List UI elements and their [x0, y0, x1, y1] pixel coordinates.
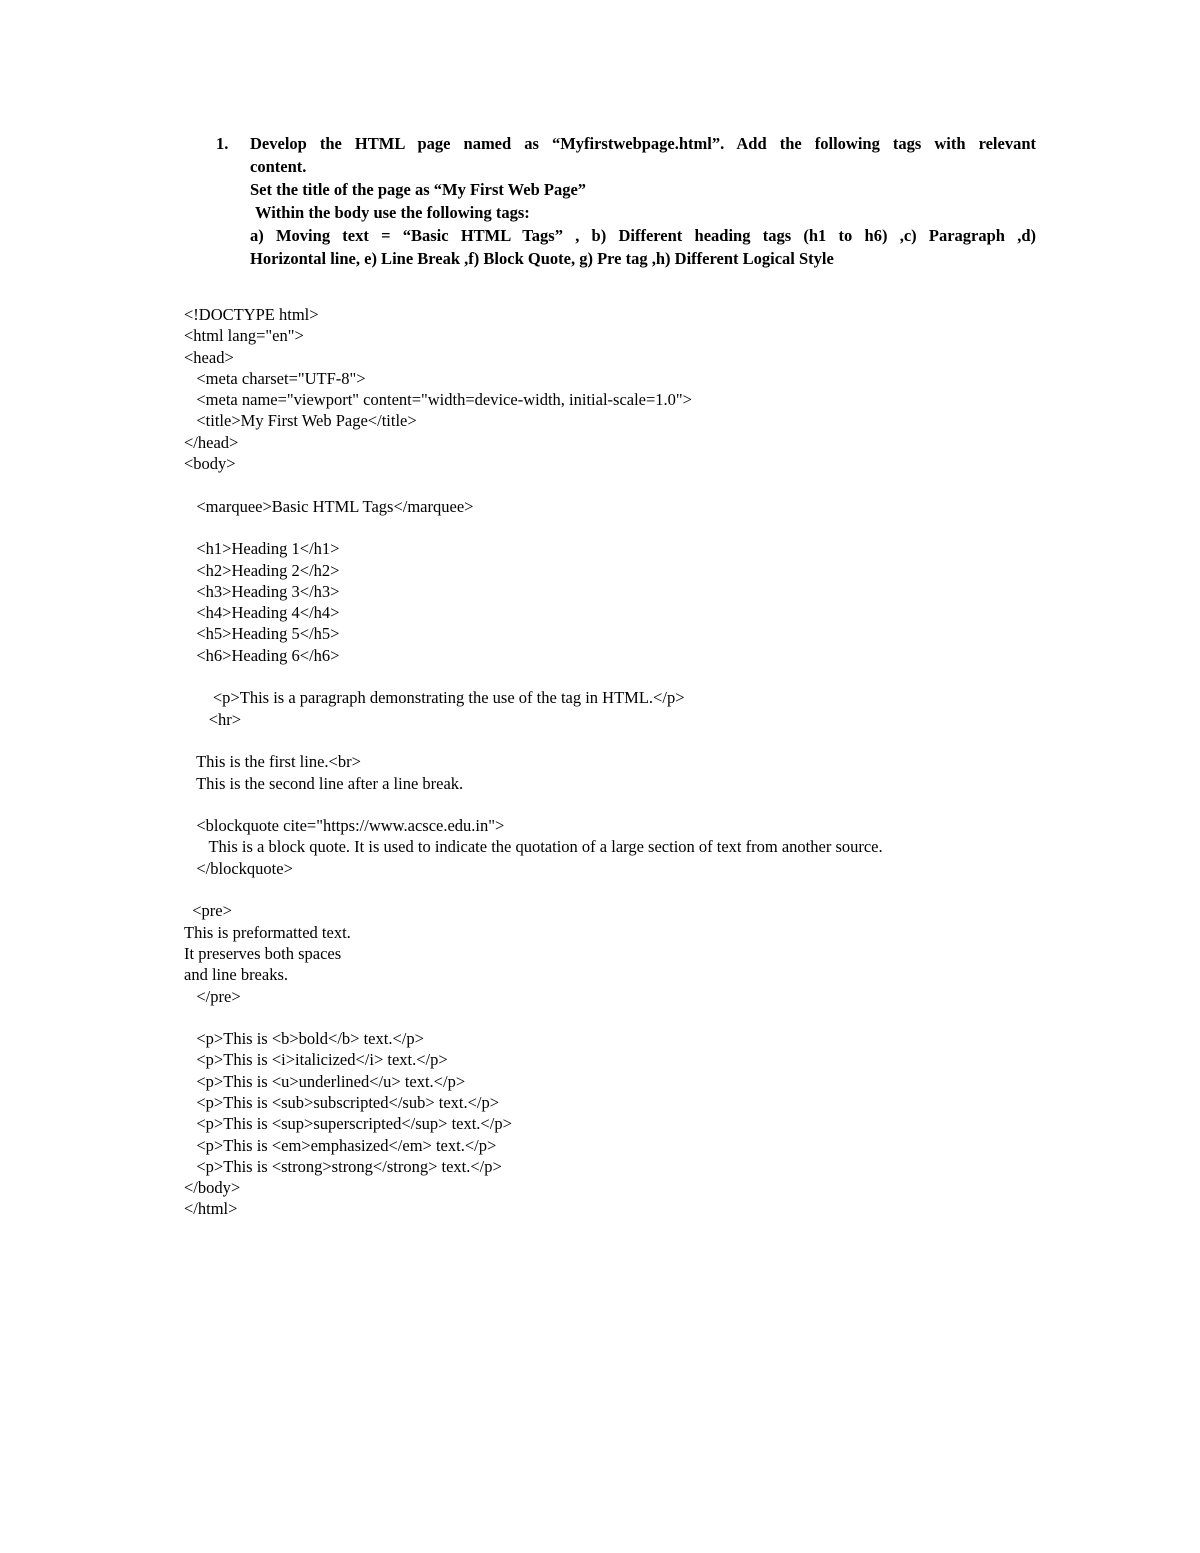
question-line: a) Moving text = “Basic HTML Tags” , b) Different heading tags (h1 to h6) ,c) Paragraph ,d)	[250, 226, 1036, 245]
code-line: <title>My First Web Page</title>	[184, 411, 417, 431]
code-line: <p>This is a paragraph demonstrating the use of the tag in HTML.</p>	[184, 688, 685, 708]
code-line: <meta name="viewport" content="width=device-width, initial-scale=1.0">	[184, 390, 692, 410]
code-line: <blockquote cite="https://www.acsce.edu.in">	[184, 816, 505, 836]
code-line: <hr>	[184, 709, 242, 729]
code-line	[184, 794, 1084, 815]
code-line	[184, 879, 1084, 900]
question-line: content.	[250, 157, 307, 176]
code-line: <h3>Heading 3</h3>	[184, 581, 340, 601]
code-line: <h5>Heading 5</h5>	[184, 624, 340, 644]
code-line: <html lang="en">	[184, 326, 304, 346]
question-body	[250, 132, 1036, 270]
code-line: This is preformatted text.	[184, 922, 351, 942]
code-line: </blockquote>	[184, 858, 293, 878]
code-line: <h1>Heading 1</h1>	[184, 539, 340, 559]
code-line	[184, 517, 1084, 538]
code-line: </head>	[184, 432, 239, 452]
code-line: <h6>Heading 6</h6>	[184, 645, 340, 665]
code-line: </pre>	[184, 986, 241, 1006]
question-block	[216, 132, 1036, 270]
code-line: <p>This is <u>underlined</u> text.</p>	[184, 1071, 466, 1091]
code-line	[184, 1007, 1084, 1028]
code-line: <p>This is <i>italicized</i> text.</p>	[184, 1050, 448, 1070]
code-line: <meta charset="UTF-8">	[184, 368, 366, 388]
question-line: Within the body use the following tags:	[255, 203, 530, 222]
code-line: <p>This is <em>emphasized</em> text.</p>	[184, 1135, 497, 1155]
code-line: <h4>Heading 4</h4>	[184, 603, 340, 623]
question-line: Set the title of the page as “My First Web Page”	[250, 180, 587, 199]
code-line: This is the first line.<br>	[184, 752, 361, 772]
code-line: <!DOCTYPE html>	[184, 305, 319, 324]
code-line: and line breaks.	[184, 965, 289, 985]
code-line: <p>This is <sup>superscripted</sup> text.</p>	[184, 1114, 512, 1134]
code-line: <pre>	[184, 901, 232, 921]
code-line: <body>	[184, 454, 236, 474]
code-line: </html>	[184, 1199, 238, 1219]
question-number: 1.	[216, 134, 229, 153]
code-line: <h2>Heading 2</h2>	[184, 560, 340, 580]
code-line: <p>This is <b>bold</b> text.</p>	[184, 1029, 424, 1049]
code-line: </body>	[184, 1178, 241, 1198]
code-line	[184, 666, 1084, 687]
code-line: <marquee>Basic HTML Tags</marquee>	[184, 496, 474, 516]
code-line: This is the second line after a line break.	[184, 773, 464, 793]
code-line	[184, 730, 1084, 751]
code-line: <head>	[184, 347, 234, 367]
code-line	[184, 474, 1084, 495]
code-line: It preserves both spaces	[184, 943, 342, 963]
question-line: Horizontal line, e) Line Break ,f) Block Quote, g) Pre tag ,h) Different Logical Style	[250, 249, 834, 268]
code-line: <p>This is <strong>strong</strong> text.</p>	[184, 1156, 502, 1176]
question-line: Develop the HTML page named as “Myfirstwebpage.html”. Add the following tags with relevant	[250, 134, 1036, 153]
code-listing	[184, 304, 1084, 1220]
code-line: <p>This is <sub>subscripted</sub> text.</p>	[184, 1092, 500, 1112]
code-line: This is a block quote. It is used to indicate the quotation of a large section of text from another source.	[184, 837, 883, 857]
